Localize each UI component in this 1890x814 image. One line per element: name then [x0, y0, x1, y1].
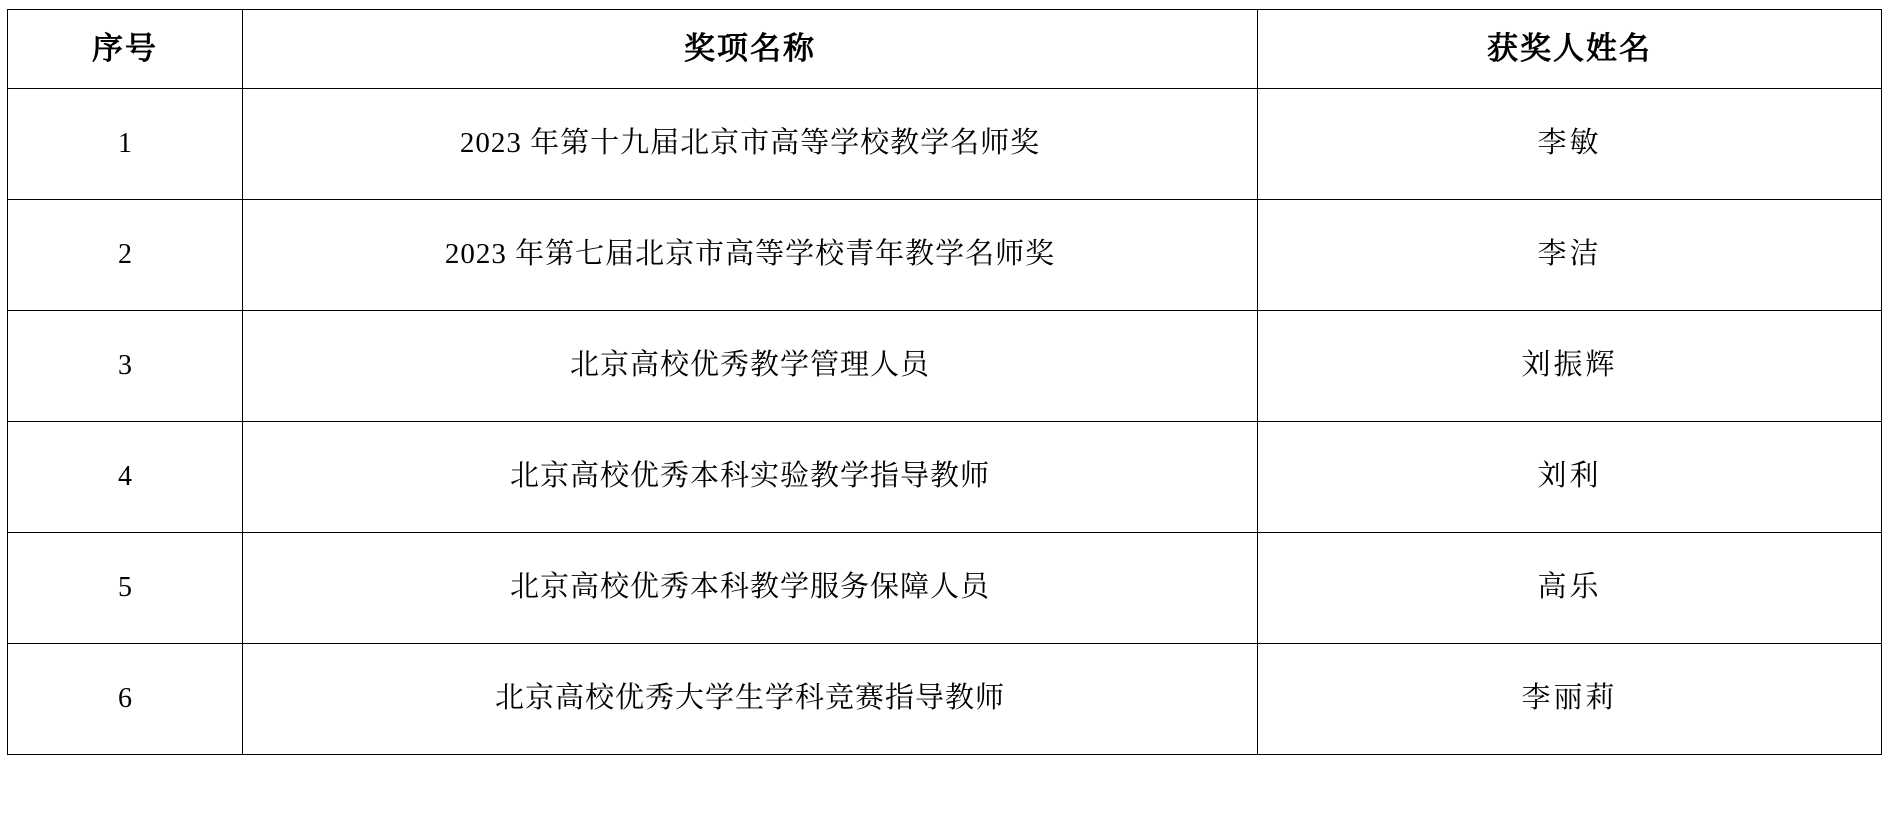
cell-name: 刘利: [1258, 422, 1882, 533]
column-header-name: 获奖人姓名: [1258, 10, 1882, 89]
award-table: [7, 9, 1882, 755]
cell-name: 李丽莉: [1258, 644, 1882, 755]
cell-index: 4: [8, 422, 243, 533]
table-row: [8, 422, 1882, 533]
cell-award: 北京高校优秀本科实验教学指导教师: [243, 422, 1258, 533]
cell-index: 6: [8, 644, 243, 755]
table-row: [8, 89, 1882, 200]
column-header-award: 奖项名称: [243, 10, 1258, 89]
table-row: [8, 200, 1882, 311]
column-header-index: 序号: [8, 10, 243, 89]
table-header: [8, 10, 1882, 89]
cell-award: 北京高校优秀大学生学科竞赛指导教师: [243, 644, 1258, 755]
table-header-row: [8, 10, 1882, 89]
cell-name: 高乐: [1258, 533, 1882, 644]
cell-award: 北京高校优秀教学管理人员: [243, 311, 1258, 422]
cell-name: 李洁: [1258, 200, 1882, 311]
cell-award: 2023 年第十九届北京市高等学校教学名师奖: [243, 89, 1258, 200]
table-body: [8, 89, 1882, 755]
cell-award: 2023 年第七届北京市高等学校青年教学名师奖: [243, 200, 1258, 311]
table-row: [8, 533, 1882, 644]
cell-name: 李敏: [1258, 89, 1882, 200]
table-row: [8, 644, 1882, 755]
cell-award: 北京高校优秀本科教学服务保障人员: [243, 533, 1258, 644]
award-table-container: [7, 9, 1881, 755]
cell-name: 刘振辉: [1258, 311, 1882, 422]
cell-index: 2: [8, 200, 243, 311]
cell-index: 3: [8, 311, 243, 422]
cell-index: 5: [8, 533, 243, 644]
cell-index: 1: [8, 89, 243, 200]
table-row: [8, 311, 1882, 422]
